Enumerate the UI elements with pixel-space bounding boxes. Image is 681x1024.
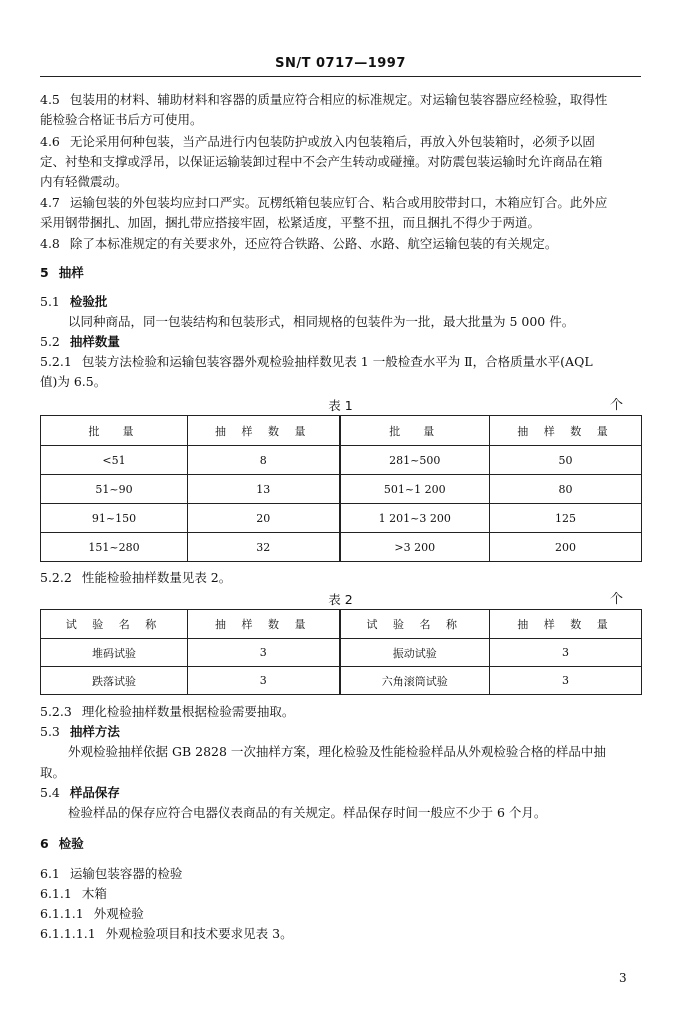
- clause-num: 5.2.2: [40, 570, 72, 585]
- clause-title: 外观检验: [93, 906, 144, 921]
- clause-num: 5.2: [40, 334, 60, 349]
- table-cell: 跌落试验: [41, 667, 188, 695]
- para-4-7-line-2: 采用钢带捆扎、加固，捆扎带应搭接牢固，松紧适度，平整不扭，而且捆扎不得少于两道。: [40, 215, 541, 230]
- table-cell: 51~90: [41, 475, 188, 504]
- table-2: [40, 609, 642, 695]
- table-cell: 125: [490, 504, 642, 533]
- para-4-6-line-3: 内有轻微震动。: [40, 174, 128, 189]
- clause-title: 样品保存: [69, 785, 120, 800]
- clause-6-1-1-1-heading: [40, 906, 641, 922]
- clause-text: 除了本标准规定的有关要求外，还应符合铁路、公路、水路、航空运输包装的有关规定。: [69, 236, 558, 251]
- section-num: 6: [40, 836, 49, 851]
- header-cell: 抽 样 数 量: [188, 610, 340, 639]
- section-num: 5: [40, 265, 49, 280]
- clause-5-3-heading: [40, 724, 641, 740]
- clause-5-2-heading: [40, 334, 641, 350]
- table-cell: 六角滚筒试验: [340, 667, 490, 695]
- table-cell: 3: [490, 667, 642, 695]
- clause-title: 抽样数量: [69, 334, 120, 349]
- clause-num: 5.1: [40, 294, 60, 309]
- table-cell: 堆码试验: [41, 639, 188, 667]
- table-cell: 3: [188, 667, 340, 695]
- table-row: [41, 504, 642, 533]
- clause-num: 5.3: [40, 724, 60, 739]
- clause-num: 4.7: [40, 195, 60, 210]
- para-4-6-line-2: 定、衬垫和支撑或浮吊，以保证运输装卸过程中不会产生转动或碰撞。对防震包装运输时允许商品在箱: [40, 154, 603, 169]
- table-1-caption: 表 1: [328, 398, 353, 413]
- clause-text: 外观检验项目和技术要求见表 3。: [105, 926, 293, 941]
- para-4-5-line-2: 能检验合格证书后方可使用。: [40, 112, 203, 127]
- clause-5-4-text: 检验样品的保存应符合电器仪表商品的有关规定。样品保存时间一般应不少于 6 个月。: [68, 805, 547, 820]
- standard-code-header: SN/T 0717—1997: [275, 56, 406, 71]
- clause-5-2-2: [40, 570, 641, 586]
- table-cell: 32: [188, 533, 340, 562]
- header-cell: 试 验 名 称: [340, 610, 490, 639]
- page-number: 3: [619, 971, 627, 985]
- para-4-5-line-1: [40, 92, 641, 108]
- table-2-caption: 表 2: [328, 592, 353, 607]
- header-cell: 批 量: [41, 416, 188, 446]
- clause-5-3-line-2: 取。: [40, 765, 66, 780]
- clause-text: 无论采用何种包装，当产品进行内包装防护或放入内包装箱后，再放入外包装箱时，必须予以固: [69, 134, 595, 149]
- table-cell: 3: [188, 639, 340, 667]
- clause-title: 检验批: [69, 294, 108, 309]
- table-row: [41, 446, 642, 475]
- table-cell: 281~500: [340, 446, 490, 475]
- table-cell: 80: [490, 475, 642, 504]
- clause-title: 木箱: [81, 886, 107, 901]
- clause-6-1-1-1-1: [40, 926, 641, 942]
- clause-title: 抽样方法: [69, 724, 120, 739]
- clause-num: 4.5: [40, 92, 60, 107]
- table-cell: 50: [490, 446, 642, 475]
- table-header-row: [41, 416, 642, 446]
- table-cell: >3 200: [340, 533, 490, 562]
- header-cell: 试 验 名 称: [41, 610, 188, 639]
- table-row: [41, 639, 642, 667]
- clause-num: 4.8: [40, 236, 60, 251]
- clause-text: 包装用的材料、辅助材料和容器的质量应符合相应的标准规定。对运输包装容器应经检验，取得性: [69, 92, 608, 107]
- clause-5-3-line-1: 外观检验抽样依据 GB 2828 一次抽样方案，理化检验及性能检验样品从外观检验合格的样品中抽: [68, 744, 606, 759]
- clause-5-2-1-line-1: [40, 354, 641, 370]
- table-1-unit: 个: [610, 398, 624, 413]
- section-title: 抽样: [58, 265, 84, 280]
- table-row: [41, 533, 642, 562]
- para-4-7-line-1: [40, 195, 641, 211]
- table-cell: 13: [188, 475, 340, 504]
- table-cell: 151~280: [41, 533, 188, 562]
- table-cell: 91~150: [41, 504, 188, 533]
- clause-5-1-heading: [40, 294, 641, 310]
- header-cell: 抽 样 数 量: [490, 416, 642, 446]
- header-rule: [40, 76, 641, 77]
- section-5-heading: [40, 265, 641, 281]
- clause-text: 包装方法检验和运输包装容器外观检验抽样数见表 1 一般检查水平为 Ⅱ，合格质量水平(AQL: [81, 354, 593, 369]
- clause-5-1-text: 以同种商品，同一包装结构和包装形式，相同规格的包装件为一批，最大批量为 5 000 件。: [68, 314, 575, 329]
- table-cell: 501~1 200: [340, 475, 490, 504]
- clause-num: 6.1.1: [40, 886, 72, 901]
- table-cell: 20: [188, 504, 340, 533]
- clause-num: 5.2.1: [40, 354, 72, 369]
- clause-title: 运输包装容器的检验: [69, 866, 183, 881]
- clause-num: 5.4: [40, 785, 60, 800]
- clause-num: 5.2.3: [40, 704, 72, 719]
- table-cell: 8: [188, 446, 340, 475]
- clause-num: 6.1.1.1.1: [40, 926, 96, 941]
- clause-text: 性能检验抽样数量见表 2。: [81, 570, 232, 585]
- table-2-unit: 个: [610, 592, 624, 607]
- table-cell: 1 201~3 200: [340, 504, 490, 533]
- table-cell: 振动试验: [340, 639, 490, 667]
- header-cell: 批 量: [340, 416, 490, 446]
- clause-6-1-heading: [40, 866, 641, 882]
- table-cell: <51: [41, 446, 188, 475]
- section-title: 检验: [58, 836, 84, 851]
- clause-5-4-heading: [40, 785, 641, 801]
- table-header-row: [41, 610, 642, 639]
- clause-text: 理化检验抽样数量根据检验需要抽取。: [81, 704, 295, 719]
- header-cell: 抽 样 数 量: [490, 610, 642, 639]
- table-cell: 3: [490, 639, 642, 667]
- clause-num: 6.1: [40, 866, 60, 881]
- table-1: [40, 415, 642, 562]
- clause-num: 4.6: [40, 134, 60, 149]
- clause-6-1-1-heading: [40, 886, 641, 902]
- clause-5-2-1-line-2: 值)为 6.5。: [40, 374, 107, 389]
- clause-5-2-3: [40, 704, 641, 720]
- table-row: [41, 667, 642, 695]
- section-6-heading: [40, 836, 641, 852]
- table-row: [41, 475, 642, 504]
- para-4-8-line-1: [40, 236, 641, 252]
- table-cell: 200: [490, 533, 642, 562]
- clause-text: 运输包装的外包装均应封口严实。瓦楞纸箱包装应钉合、粘合或用胶带封口，木箱应钉合。此外应: [69, 195, 608, 210]
- header-cell: 抽 样 数 量: [188, 416, 340, 446]
- para-4-6-line-1: [40, 134, 641, 150]
- clause-num: 6.1.1.1: [40, 906, 84, 921]
